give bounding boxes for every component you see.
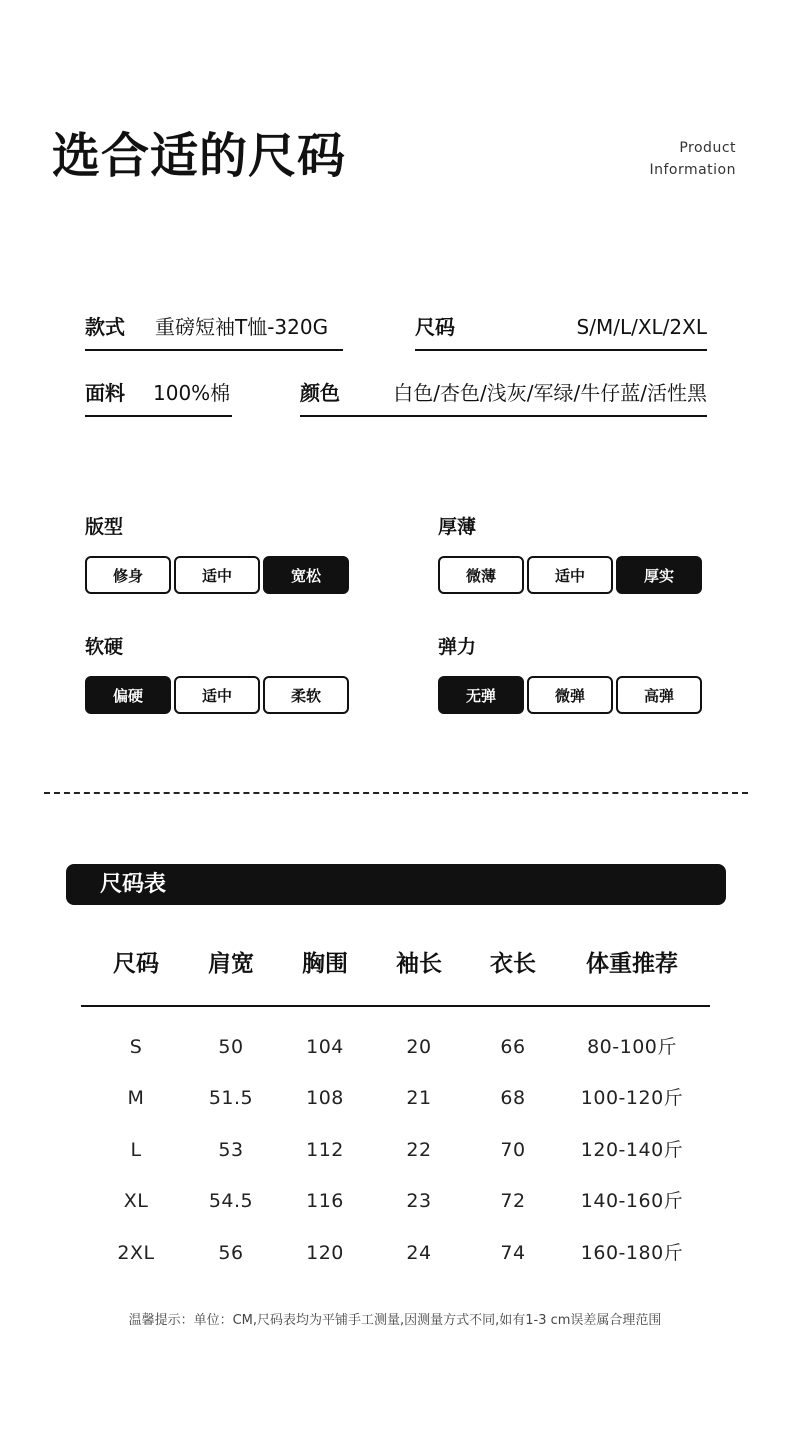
- cell-size: S: [129, 1036, 143, 1058]
- fit-option-regular[interactable]: 适中: [174, 556, 260, 594]
- cell-chest: 116: [306, 1190, 344, 1212]
- thickness-option-thin[interactable]: 微薄: [438, 556, 524, 594]
- fit-title: 版型: [85, 516, 124, 538]
- size-label: 尺码: [415, 315, 455, 339]
- fit-option-loose[interactable]: 宽松: [263, 556, 349, 594]
- measurement-note: 温馨提示：单位：CM,尺码表均为平铺手工测量,因测量方式不同,如有1-3 cm误差属合理范围: [128, 1313, 662, 1328]
- tag-line-1: Product: [679, 140, 736, 156]
- cell-chest: 104: [306, 1036, 344, 1058]
- hardness-option-soft[interactable]: 柔软: [263, 676, 349, 714]
- cell-chest: 112: [306, 1139, 344, 1161]
- product-info-tag: [649, 137, 736, 181]
- cell-shoulder: 53: [218, 1139, 244, 1161]
- cell-weight: 120-140斤: [580, 1139, 684, 1161]
- col-header-shoulder: 肩宽: [208, 951, 254, 977]
- thickness-option-thick[interactable]: 厚实: [616, 556, 702, 594]
- elasticity-title: 弹力: [438, 636, 477, 658]
- color-field: [300, 379, 707, 417]
- hardness-option-medium[interactable]: 适中: [174, 676, 260, 714]
- cell-sleeve: 24: [406, 1242, 432, 1264]
- color-value: 白色/杏色/浅灰/军绿/牛仔蓝/活性黑: [393, 381, 707, 405]
- material-field: [85, 379, 232, 417]
- cell-sleeve: 20: [406, 1036, 432, 1058]
- color-label: 颜色: [300, 381, 340, 405]
- cell-shoulder: 56: [218, 1242, 244, 1264]
- fit-group: [85, 515, 349, 594]
- cell-weight: 160-180斤: [580, 1242, 684, 1264]
- material-label: 面料: [85, 381, 125, 405]
- cell-length: 66: [500, 1036, 526, 1058]
- cell-weight: 80-100斤: [587, 1036, 677, 1058]
- cell-sleeve: 23: [406, 1190, 432, 1212]
- style-label: 款式: [85, 315, 125, 339]
- elasticity-option-slight[interactable]: 微弹: [527, 676, 613, 714]
- col-header-weight: 体重推荐: [586, 951, 678, 977]
- thickness-title: 厚薄: [438, 516, 477, 538]
- elasticity-option-none[interactable]: 无弹: [438, 676, 524, 714]
- cell-size: L: [130, 1139, 142, 1161]
- cell-weight: 140-160斤: [580, 1190, 684, 1212]
- elasticity-group: [438, 635, 702, 714]
- cell-length: 70: [500, 1139, 526, 1161]
- hardness-option-firm[interactable]: 偏硬: [85, 676, 171, 714]
- style-value: 重磅短袖T恤-320G: [155, 315, 329, 339]
- size-field: [415, 313, 707, 351]
- cell-length: 72: [500, 1190, 526, 1212]
- dashed-divider: [44, 792, 748, 794]
- thickness-group: [438, 515, 702, 594]
- cell-shoulder: 51.5: [208, 1087, 254, 1109]
- cell-sleeve: 21: [406, 1087, 432, 1109]
- hardness-group: [85, 635, 349, 714]
- size-value: S/M/L/XL/2XL: [576, 315, 707, 339]
- page-title: 选合适的尺码: [52, 128, 347, 184]
- col-header-length: 衣长: [490, 951, 536, 977]
- cell-size: XL: [123, 1190, 149, 1212]
- table-header-rule: [81, 1005, 710, 1007]
- col-header-sleeve: 袖长: [396, 951, 442, 977]
- style-field: [85, 313, 343, 351]
- fit-option-slim[interactable]: 修身: [85, 556, 171, 594]
- elasticity-option-high[interactable]: 高弹: [616, 676, 702, 714]
- cell-chest: 120: [306, 1242, 344, 1264]
- cell-chest: 108: [306, 1087, 344, 1109]
- thickness-option-medium[interactable]: 适中: [527, 556, 613, 594]
- col-header-chest: 胸围: [302, 951, 348, 977]
- cell-weight: 100-120斤: [580, 1087, 684, 1109]
- size-table-title-bar: 尺码表: [66, 864, 726, 905]
- tag-line-2: Information: [649, 162, 736, 178]
- hardness-title: 软硬: [85, 636, 124, 658]
- cell-shoulder: 54.5: [208, 1190, 254, 1212]
- cell-size: M: [127, 1087, 145, 1109]
- col-header-size: 尺码: [113, 951, 159, 977]
- cell-length: 68: [500, 1087, 526, 1109]
- cell-sleeve: 22: [406, 1139, 432, 1161]
- cell-shoulder: 50: [218, 1036, 244, 1058]
- cell-length: 74: [500, 1242, 526, 1264]
- cell-size: 2XL: [117, 1242, 155, 1264]
- material-value: 100%棉: [153, 381, 231, 405]
